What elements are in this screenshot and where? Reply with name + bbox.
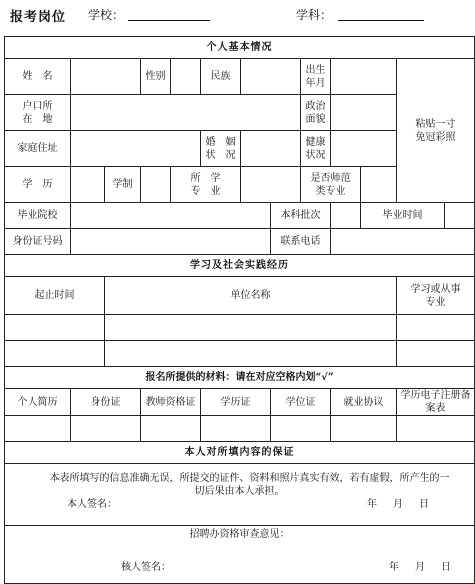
school-label: 学校： [88, 8, 125, 22]
label-education: 学 历 [5, 167, 71, 203]
field-major[interactable] [241, 167, 301, 203]
label-major: 所 学 专 业 [171, 167, 241, 203]
material-check-employment-agreement[interactable] [331, 416, 397, 442]
guarantee-signature-label: 本人签名： [67, 498, 117, 510]
field-political[interactable] [331, 95, 397, 131]
material-teacher-cert: 教师资格证 [141, 389, 201, 416]
field-hukou[interactable] [71, 95, 301, 131]
label-health: 健康 状况 [301, 131, 331, 167]
label-id-number: 身份证号码 [5, 229, 71, 255]
section-history: 学习及社会实践经历 [5, 255, 475, 277]
label-phone: 联系电话 [271, 229, 331, 255]
photo-box[interactable]: 粘贴一寸 免冠彩照 [397, 59, 475, 203]
material-degree-cert: 学位证 [271, 389, 331, 416]
field-graduation-time[interactable] [445, 203, 475, 229]
guarantee-day: 日 [419, 498, 429, 510]
form-header [4, 4, 454, 26]
history-row-unit[interactable] [105, 315, 397, 341]
field-id-number[interactable] [71, 229, 271, 255]
history-row-major[interactable] [397, 341, 475, 367]
label-marital: 婚 姻 状 况 [201, 131, 241, 167]
review-signature-label: 核人签名： [121, 562, 171, 573]
material-check-e-registration[interactable] [397, 416, 475, 442]
history-col-unit: 单位名称 [105, 277, 397, 315]
label-hukou: 户口所 在 地 [5, 95, 71, 131]
history-col-time: 起止时间 [5, 277, 105, 315]
label-gender: 性别 [141, 59, 171, 95]
label-ethnicity: 民族 [201, 59, 241, 95]
history-row-time[interactable] [5, 315, 105, 341]
field-normal-major[interactable] [361, 167, 397, 203]
review-sign-row [7, 561, 472, 581]
history-row-time[interactable] [5, 341, 105, 367]
section-personal: 个人基本情况 [5, 37, 475, 59]
label-birth: 出生 年月 [301, 59, 331, 95]
school-blank[interactable] [128, 20, 210, 21]
material-resume: 个人简历 [5, 389, 71, 416]
field-ethnicity[interactable] [241, 59, 301, 95]
field-address[interactable] [71, 131, 201, 167]
field-graduated-school[interactable] [71, 203, 271, 229]
field-phone[interactable] [331, 229, 475, 255]
field-name[interactable] [71, 59, 141, 95]
guarantee-statement [5, 464, 475, 526]
review-year: 年 [389, 562, 399, 573]
field-health[interactable] [331, 131, 397, 167]
label-graduated-school: 毕业院校 [5, 203, 71, 229]
material-education-cert: 学历证 [201, 389, 271, 416]
review-opinion-label: 招聘办资格审查意见： [189, 529, 290, 540]
label-address: 家庭住址 [5, 131, 71, 167]
history-row-unit[interactable] [105, 341, 397, 367]
material-employment-agreement: 就业协议 [331, 389, 397, 416]
field-marital[interactable] [241, 131, 301, 167]
position-label: 报考岗位 [10, 10, 67, 25]
history-col-major: 学习或从事 专业 [397, 277, 475, 315]
guarantee-year: 年 [367, 498, 377, 510]
label-name: 姓 名 [5, 59, 71, 95]
field-batch[interactable] [331, 203, 361, 229]
major-blank[interactable] [338, 20, 424, 21]
field-gender[interactable] [171, 59, 201, 95]
material-check-id-card[interactable] [71, 416, 141, 442]
material-e-registration: 学历电子注册备案表 [397, 389, 475, 416]
registration-form [4, 36, 475, 584]
material-check-resume[interactable] [5, 416, 71, 442]
guarantee-text-line1: 本表所填写的信息准确无误，所提交的证件、资料和照片真实有效，若有虚假，所产生的一 [49, 472, 450, 484]
history-row-major[interactable] [397, 315, 475, 341]
label-graduation-time: 毕业时间 [361, 203, 445, 229]
field-birth[interactable] [331, 59, 397, 95]
label-study-length: 学制 [105, 167, 141, 203]
guarantee-text-line2: 切后果由本人承担。 [194, 485, 285, 497]
field-study-length[interactable] [141, 167, 171, 203]
field-education[interactable] [71, 167, 105, 203]
label-political: 政治 面貌 [301, 95, 331, 131]
section-materials: 报名所提供的材料：请在对应空格内划“√” [5, 367, 475, 389]
material-id-card: 身份证 [71, 389, 141, 416]
guarantee-month: 月 [393, 498, 403, 510]
material-check-degree-cert[interactable] [271, 416, 331, 442]
label-batch: 本科批次 [271, 203, 331, 229]
guarantee-sign-row [7, 498, 472, 518]
review-opinion-box[interactable] [5, 526, 475, 584]
section-guarantee: 本人对所填内容的保证 [5, 442, 475, 464]
label-normal-major: 是否师范 类专业 [301, 167, 361, 203]
material-check-education-cert[interactable] [201, 416, 271, 442]
review-month: 月 [415, 562, 425, 573]
review-day: 日 [441, 562, 451, 573]
major-label: 学科： [296, 8, 333, 22]
material-check-teacher-cert[interactable] [141, 416, 201, 442]
